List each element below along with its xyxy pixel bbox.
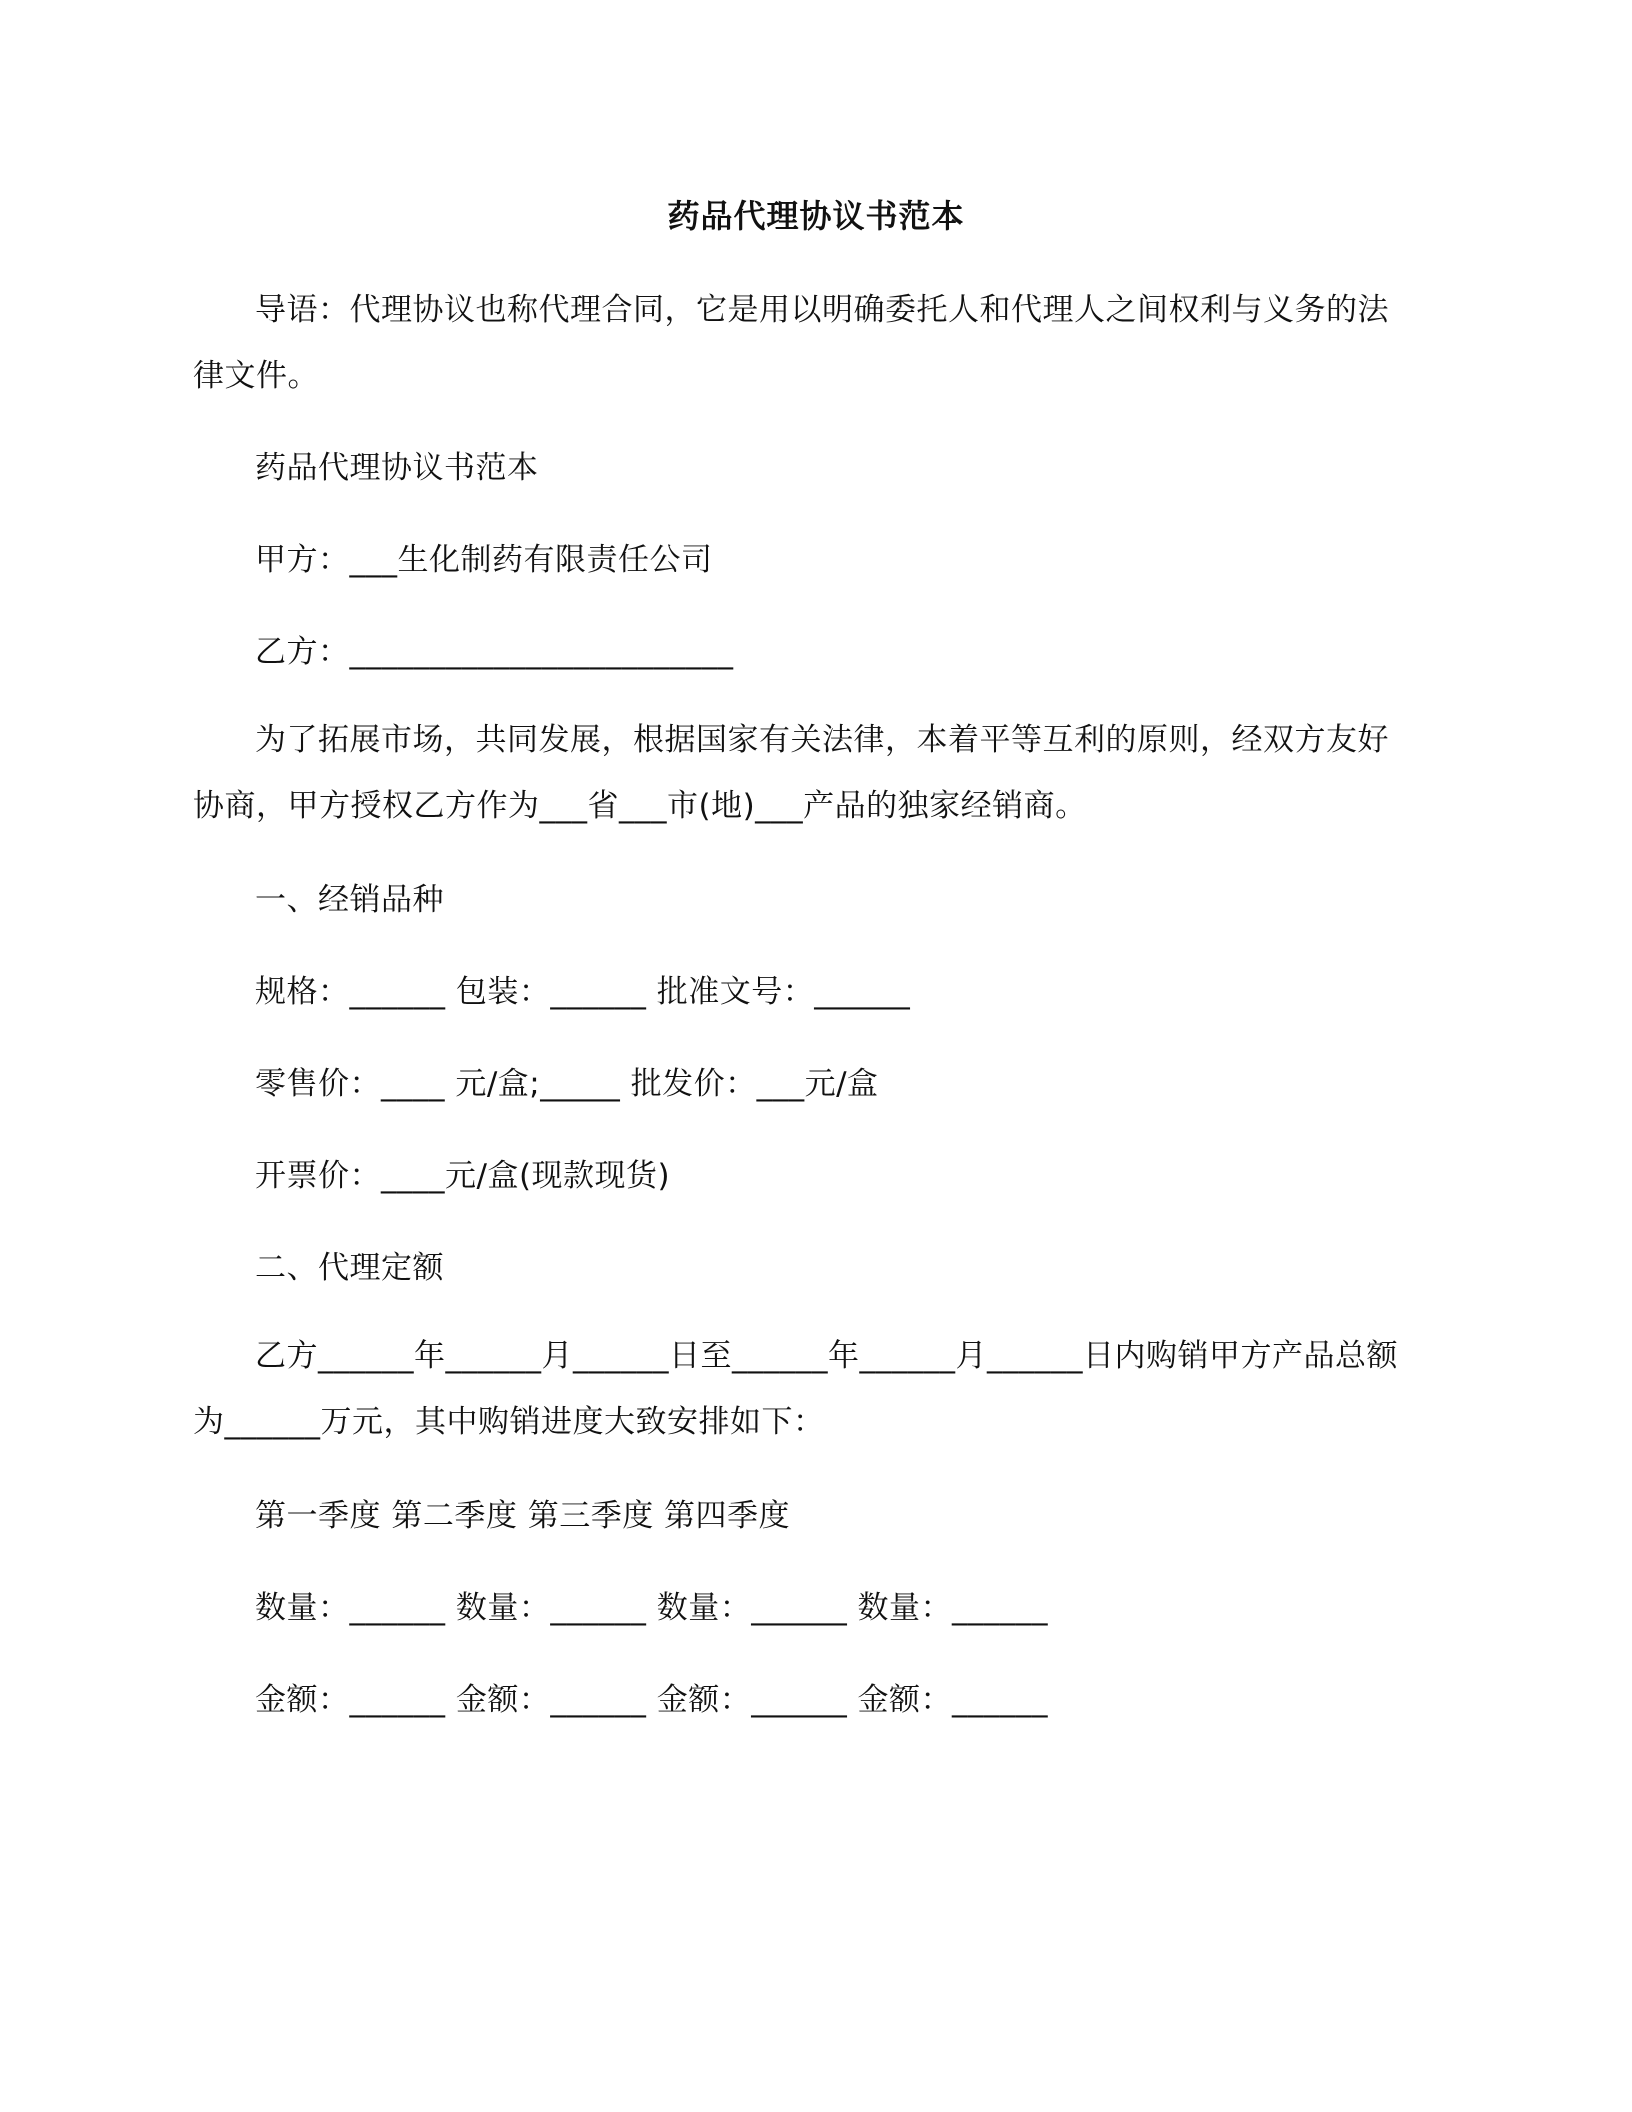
section-1-heading: 一、经销品种 — [255, 882, 444, 918]
subtitle-line: 药品代理协议书范本 — [255, 450, 539, 486]
price-line: 零售价：____ 元/盒;_____ 批发价：___元/盒 — [255, 1066, 879, 1102]
quarters-line: 第一季度 第二季度 第三季度 第四季度 — [255, 1498, 791, 1534]
document-title: 药品代理协议书范本 — [667, 197, 965, 235]
quantity-line: 数量：______ 数量：______ 数量：______ 数量：______ — [255, 1590, 1049, 1626]
quota-paragraph: 乙方______年______月______日至______年______月______日内购销甲方产品总额为______万元，其中购销进度大致安排如下： — [193, 1338, 1398, 1440]
spec-line: 规格：______ 包装：______ 批准文号：______ — [255, 974, 911, 1010]
invoice-price-line: 开票价：____元/盒(现款现货) — [255, 1158, 671, 1194]
party-b-line: 乙方：________________________ — [255, 634, 734, 670]
section-2-heading: 二、代理定额 — [255, 1250, 444, 1286]
amount-line: 金额：______ 金额：______ 金额：______ 金额：______ — [255, 1682, 1049, 1718]
intro-paragraph: 导语：代理协议也称代理合同，它是用以明确委托人和代理人之间权利与义务的法律文件。 — [193, 292, 1389, 394]
party-a-line: 甲方：___生化制药有限责任公司 — [255, 542, 713, 578]
purpose-paragraph: 为了拓展市场，共同发展，根据国家有关法律，本着平等互利的原则，经双方友好协商，甲方授权乙方作为___省___市(地)___产品的独家经销商。 — [193, 722, 1389, 824]
